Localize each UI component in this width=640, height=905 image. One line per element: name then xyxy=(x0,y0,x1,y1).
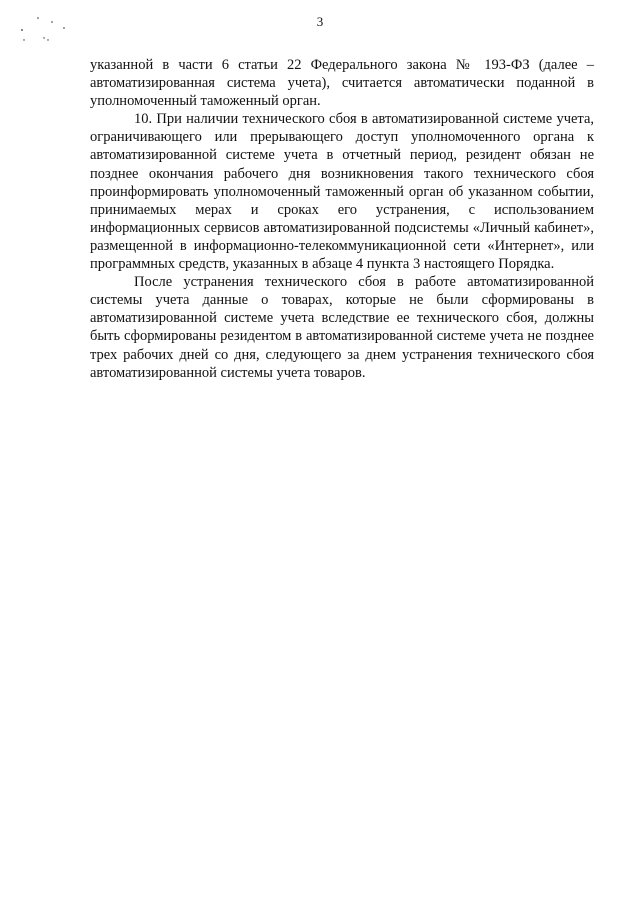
paragraph-continuation: указанной в части 6 статьи 22 Федерального закона № 193-ФЗ (далее – автоматизированная система учета), считается автоматически поданной в уполномоченный таможенный орган. xyxy=(90,57,594,110)
paragraph-after-fix: После устранения технического сбоя в работе автоматизированной системы учета данные о товарах, которые не были сформированы в автоматизированной системе учета вследствие ее технического сбоя, должны быть сформированы резидентом в автоматизированной системе учета не позднее трех рабочих дней со дня, следующего за днем устранения технического сбоя автоматизированной системы учета товаров. xyxy=(90,274,594,381)
page-number: 3 xyxy=(316,14,324,29)
document-body xyxy=(90,56,594,382)
paragraph-item-10: 10. При наличии технического сбоя в автоматизированной системе учета, ограничивающего или прерывающего доступ уполномоченного органа к автоматизированной системе учета в отчетный период, резидент обязан не позднее окончания рабочего дня возникновения такого технического сбоя проинформировать уполномоченный таможенный орган об указанном событии, принимаемых мерах и сроках его устранения, с использованием информационных сервисов автоматизированной подсистемы «Личный кабинет», размещенной в информационно-телекоммуникационной сети «Интернет», или программных средств, указанных в абзаце 4 пункта 3 настоящего Порядка. xyxy=(90,111,594,273)
